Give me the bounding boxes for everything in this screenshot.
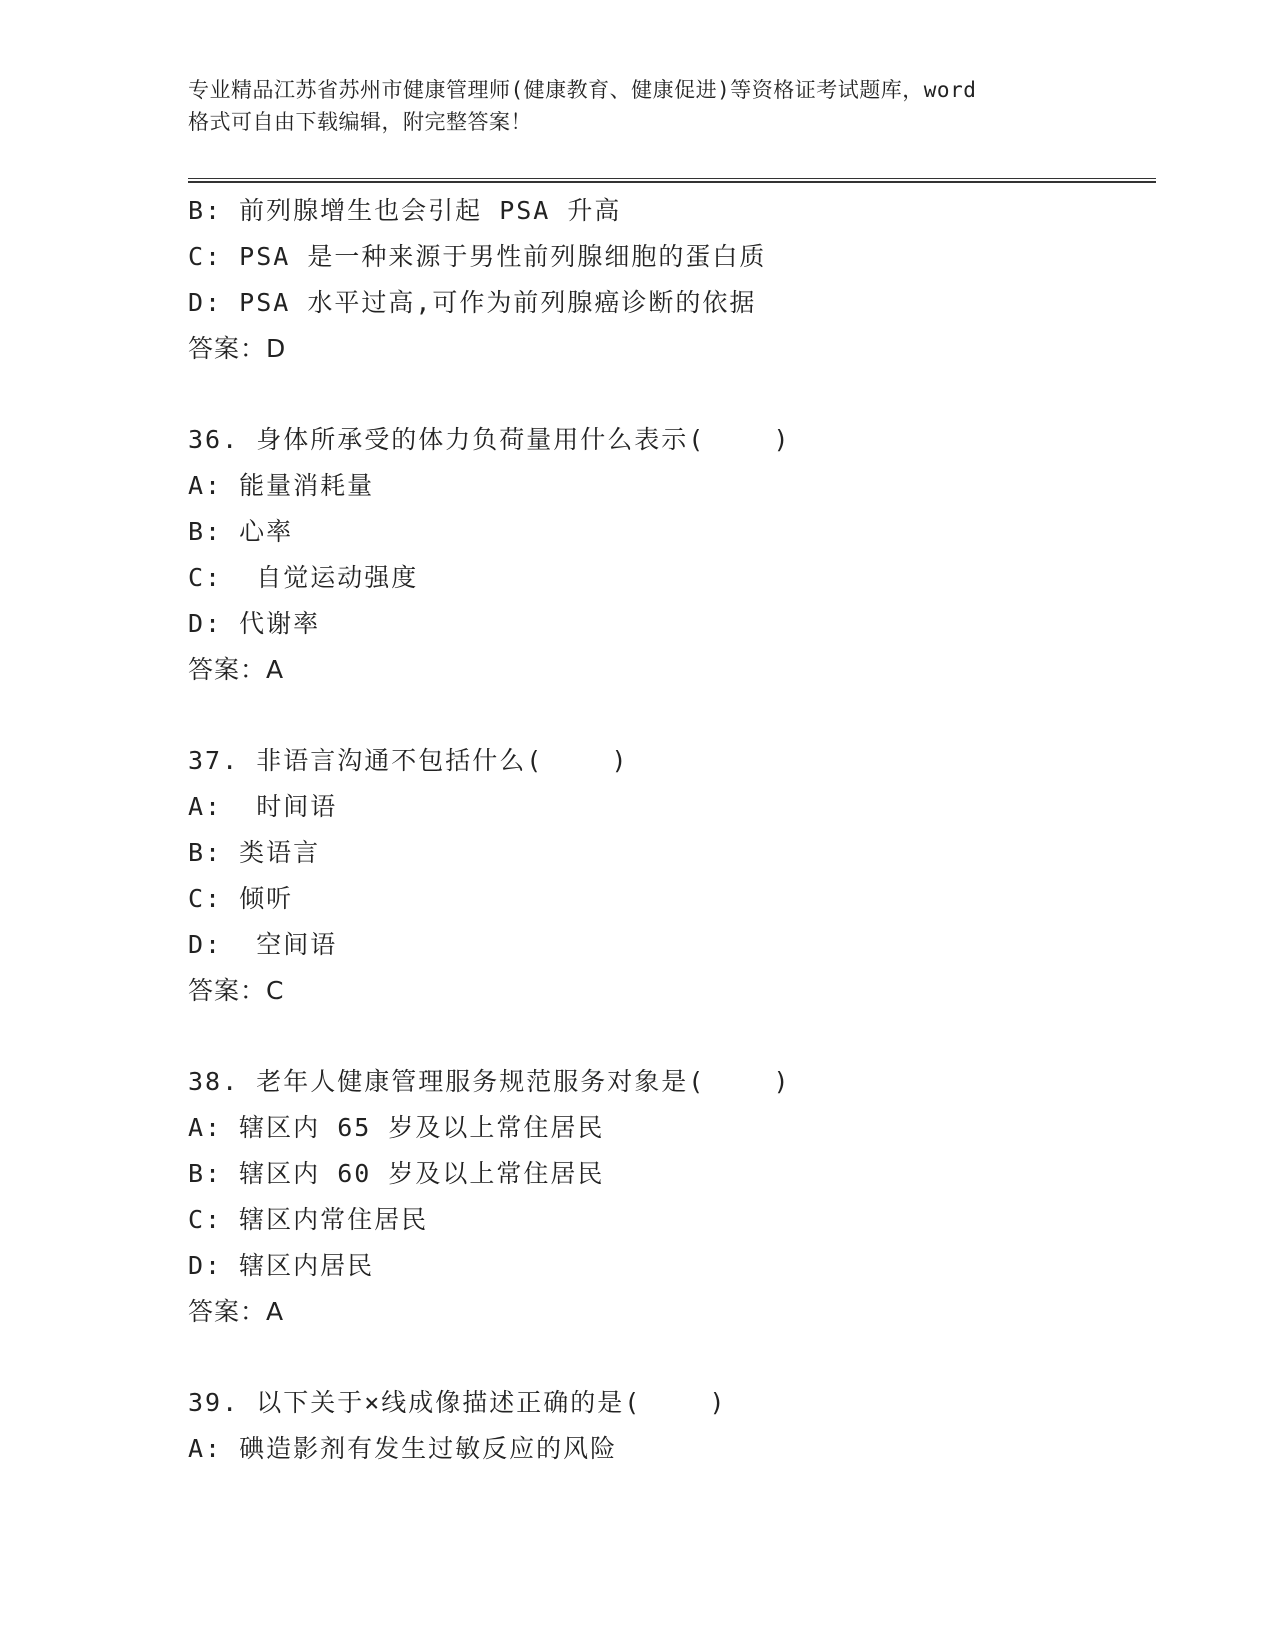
question-38 <box>188 1059 1148 1335</box>
option-d: D: PSA 水平过高,可作为前列腺癌诊断的依据 <box>188 288 757 317</box>
question-36 <box>188 417 1148 693</box>
option-b: B: 心率 <box>188 517 294 546</box>
question-39 <box>188 1380 1148 1472</box>
question-stem: 36. 身体所承受的体力负荷量用什么表示( ) <box>188 425 791 454</box>
header-divider-thin <box>188 178 1156 179</box>
question-list <box>188 188 1148 1472</box>
option-c: C: 倾听 <box>188 884 294 913</box>
question-stem: 37. 非语言沟通不包括什么( ) <box>188 746 629 775</box>
option-b: B: 类语言 <box>188 838 321 867</box>
option-b: B: 辖区内 60 岁及以上常住居民 <box>188 1159 605 1188</box>
header-line-1: 专业精品江苏省苏州市健康管理师(健康教育、健康促进)等资格证考试题库，word <box>188 78 977 102</box>
question-stem: 39. 以下关于×线成像描述正确的是( ) <box>188 1388 727 1417</box>
spacer <box>188 372 1148 417</box>
answer-line: 答案：C <box>188 976 285 1005</box>
answer-line: 答案：A <box>188 655 285 684</box>
continued-question <box>188 188 1148 372</box>
option-a: A: 辖区内 65 岁及以上常住居民 <box>188 1113 605 1142</box>
option-a: A: 能量消耗量 <box>188 471 375 500</box>
spacer <box>188 1335 1148 1380</box>
option-a: A: 碘造影剂有发生过敏反应的风险 <box>188 1434 618 1463</box>
page-header <box>188 74 1088 138</box>
option-d: D: 辖区内居民 <box>188 1251 375 1280</box>
question-stem: 38. 老年人健康管理服务规范服务对象是( ) <box>188 1067 791 1096</box>
option-d: D: 空间语 <box>188 930 338 959</box>
option-d: D: 代谢率 <box>188 609 321 638</box>
option-c: C: 辖区内常住居民 <box>188 1205 429 1234</box>
option-b: B: 前列腺增生也会引起 PSA 升高 <box>188 196 622 225</box>
spacer <box>188 1014 1148 1059</box>
option-c: C: 自觉运动强度 <box>188 563 419 592</box>
option-a: A: 时间语 <box>188 792 338 821</box>
answer-line: 答案：A <box>188 1297 285 1326</box>
answer-line: 答案：D <box>188 334 287 363</box>
spacer <box>188 693 1148 738</box>
header-line-2: 格式可自由下载编辑，附完整答案！ <box>188 110 532 134</box>
question-37 <box>188 738 1148 1014</box>
header-divider-thick <box>188 181 1156 183</box>
option-c: C: PSA 是一种来源于男性前列腺细胞的蛋白质 <box>188 242 767 271</box>
